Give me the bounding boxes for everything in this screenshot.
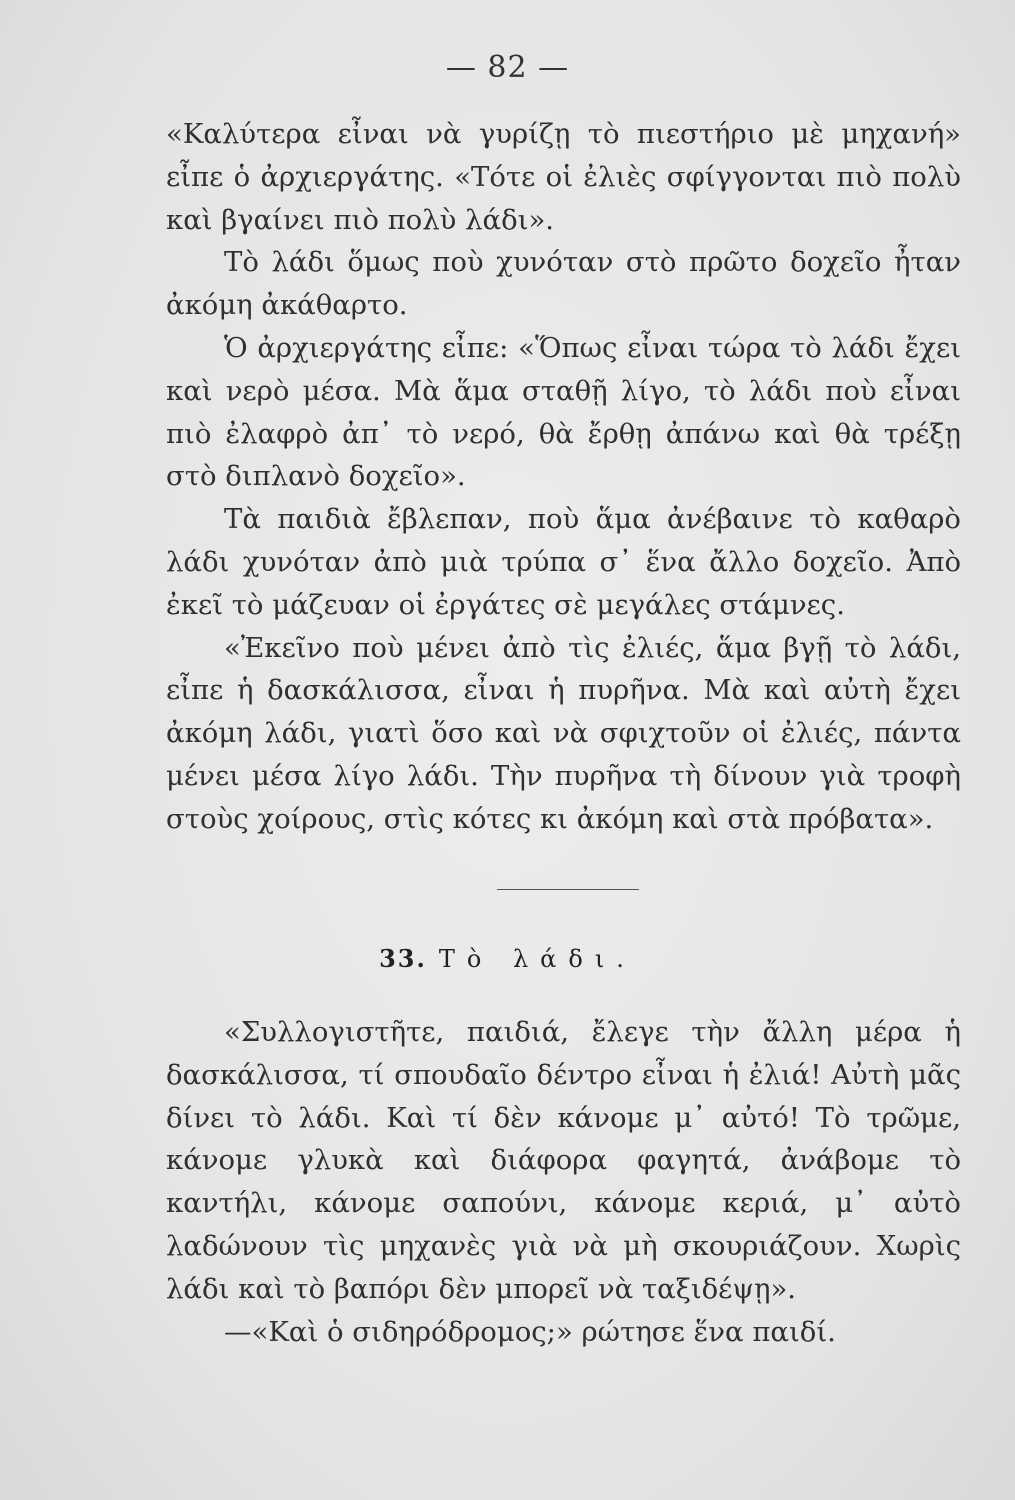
section-divider bbox=[497, 889, 639, 890]
paragraph: «Καλύτερα εἶναι νὰ γυρίζῃ τὸ πιεστήριο μὲ μηχανή» εἶπε ὁ ἀρχιεργάτης. «Τότε οἱ ἐλιὲς σφίγγονται πιὸ πολὺ καὶ βγαίνει πιὸ πολὺ λάδι». bbox=[166, 118, 961, 236]
section-number: 33. bbox=[379, 944, 427, 973]
section-heading bbox=[0, 944, 1015, 973]
paragraph: «Συλλογιστῆτε, παιδιά, ἔλεγε τὴν ἄλλη μέρα ἡ δασκάλισσα, τί σπουδαῖο δέντρο εἶναι ἡ ἐλιά! Αὐτὴ μᾶς δίνει τὸ λάδι. Καὶ τί δὲν κάνομε μ᾽ αὐτό! Τὸ τρῶμε, κάνομε γλυκὰ καὶ διάφορα φαγητά, ἀνάβομε τὸ καντήλι, κάνομε σαπούνι, κάνομε κεριά, μ᾽ αὐτὸ λαδώνουν τὶς μηχανὲς γιὰ νὰ μὴ σκουριάζουν. Χωρὶς λάδι καὶ τὸ βαπόρι δὲν μπορεῖ νὰ ταξιδέψῃ». bbox=[166, 1016, 961, 1305]
section-title: Τὸ λάδι. bbox=[438, 945, 636, 973]
paragraph: Τὰ παιδιὰ ἔβλεπαν, ποὺ ἅμα ἀνέβαινε τὸ καθαρὸ λάδι χυνόταν ἀπὸ μιὰ τρύπα σ᾽ ἕνα ἄλλο δοχεῖο. Ἀπὸ ἐκεῖ τὸ μάζευαν οἱ ἐργάτες σὲ μεγάλες στάμνες. bbox=[166, 503, 961, 621]
paragraph: —«Καὶ ὁ σιδηρόδρομος;» ρώτησε ἕνα παιδί. bbox=[224, 1315, 836, 1348]
paragraph: Τὸ λάδι ὅμως ποὺ χυνόταν στὸ πρῶτο δοχεῖο ἦταν ἀκόμη ἀκάθαρτο. bbox=[166, 246, 961, 322]
paragraph: «Ἐκεῖνο ποὺ μένει ἀπὸ τὶς ἐλιές, ἅμα βγῇ τὸ λάδι, εἶπε ἡ δασκάλισσα, εἶναι ἡ πυρῆνα. Μὰ καὶ αὐτὴ ἔχει ἀκόμη λάδι, γιατὶ ὅσο καὶ νὰ σφιχτοῦν οἱ ἐλιές, πάντα μένει μέσα λίγο λάδι. Τὴν πυρῆνα τὴ δίνουν γιὰ τροφὴ στοὺς χοίρους, στὶς κότες κι ἀκόμη καὶ στὰ πρόβατα». bbox=[166, 631, 961, 835]
page-number: — 82 — bbox=[445, 50, 570, 85]
text-block-bottom bbox=[166, 1011, 961, 1353]
text-block-top bbox=[166, 113, 961, 841]
paragraph: Ὁ ἀρχιεργάτης εἶπε: «Ὅπως εἶναι τώρα τὸ λάδι ἔχει καὶ νερὸ μέσα. Μὰ ἅμα σταθῇ λίγο, τὸ λάδι ποὺ εἶναι πιὸ ἐλαφρὸ ἀπ᾽ τὸ νερό, θὰ ἔρθῃ ἀπάνω καὶ θὰ τρέξῃ στὸ διπλανὸ δοχεῖο». bbox=[166, 331, 961, 493]
